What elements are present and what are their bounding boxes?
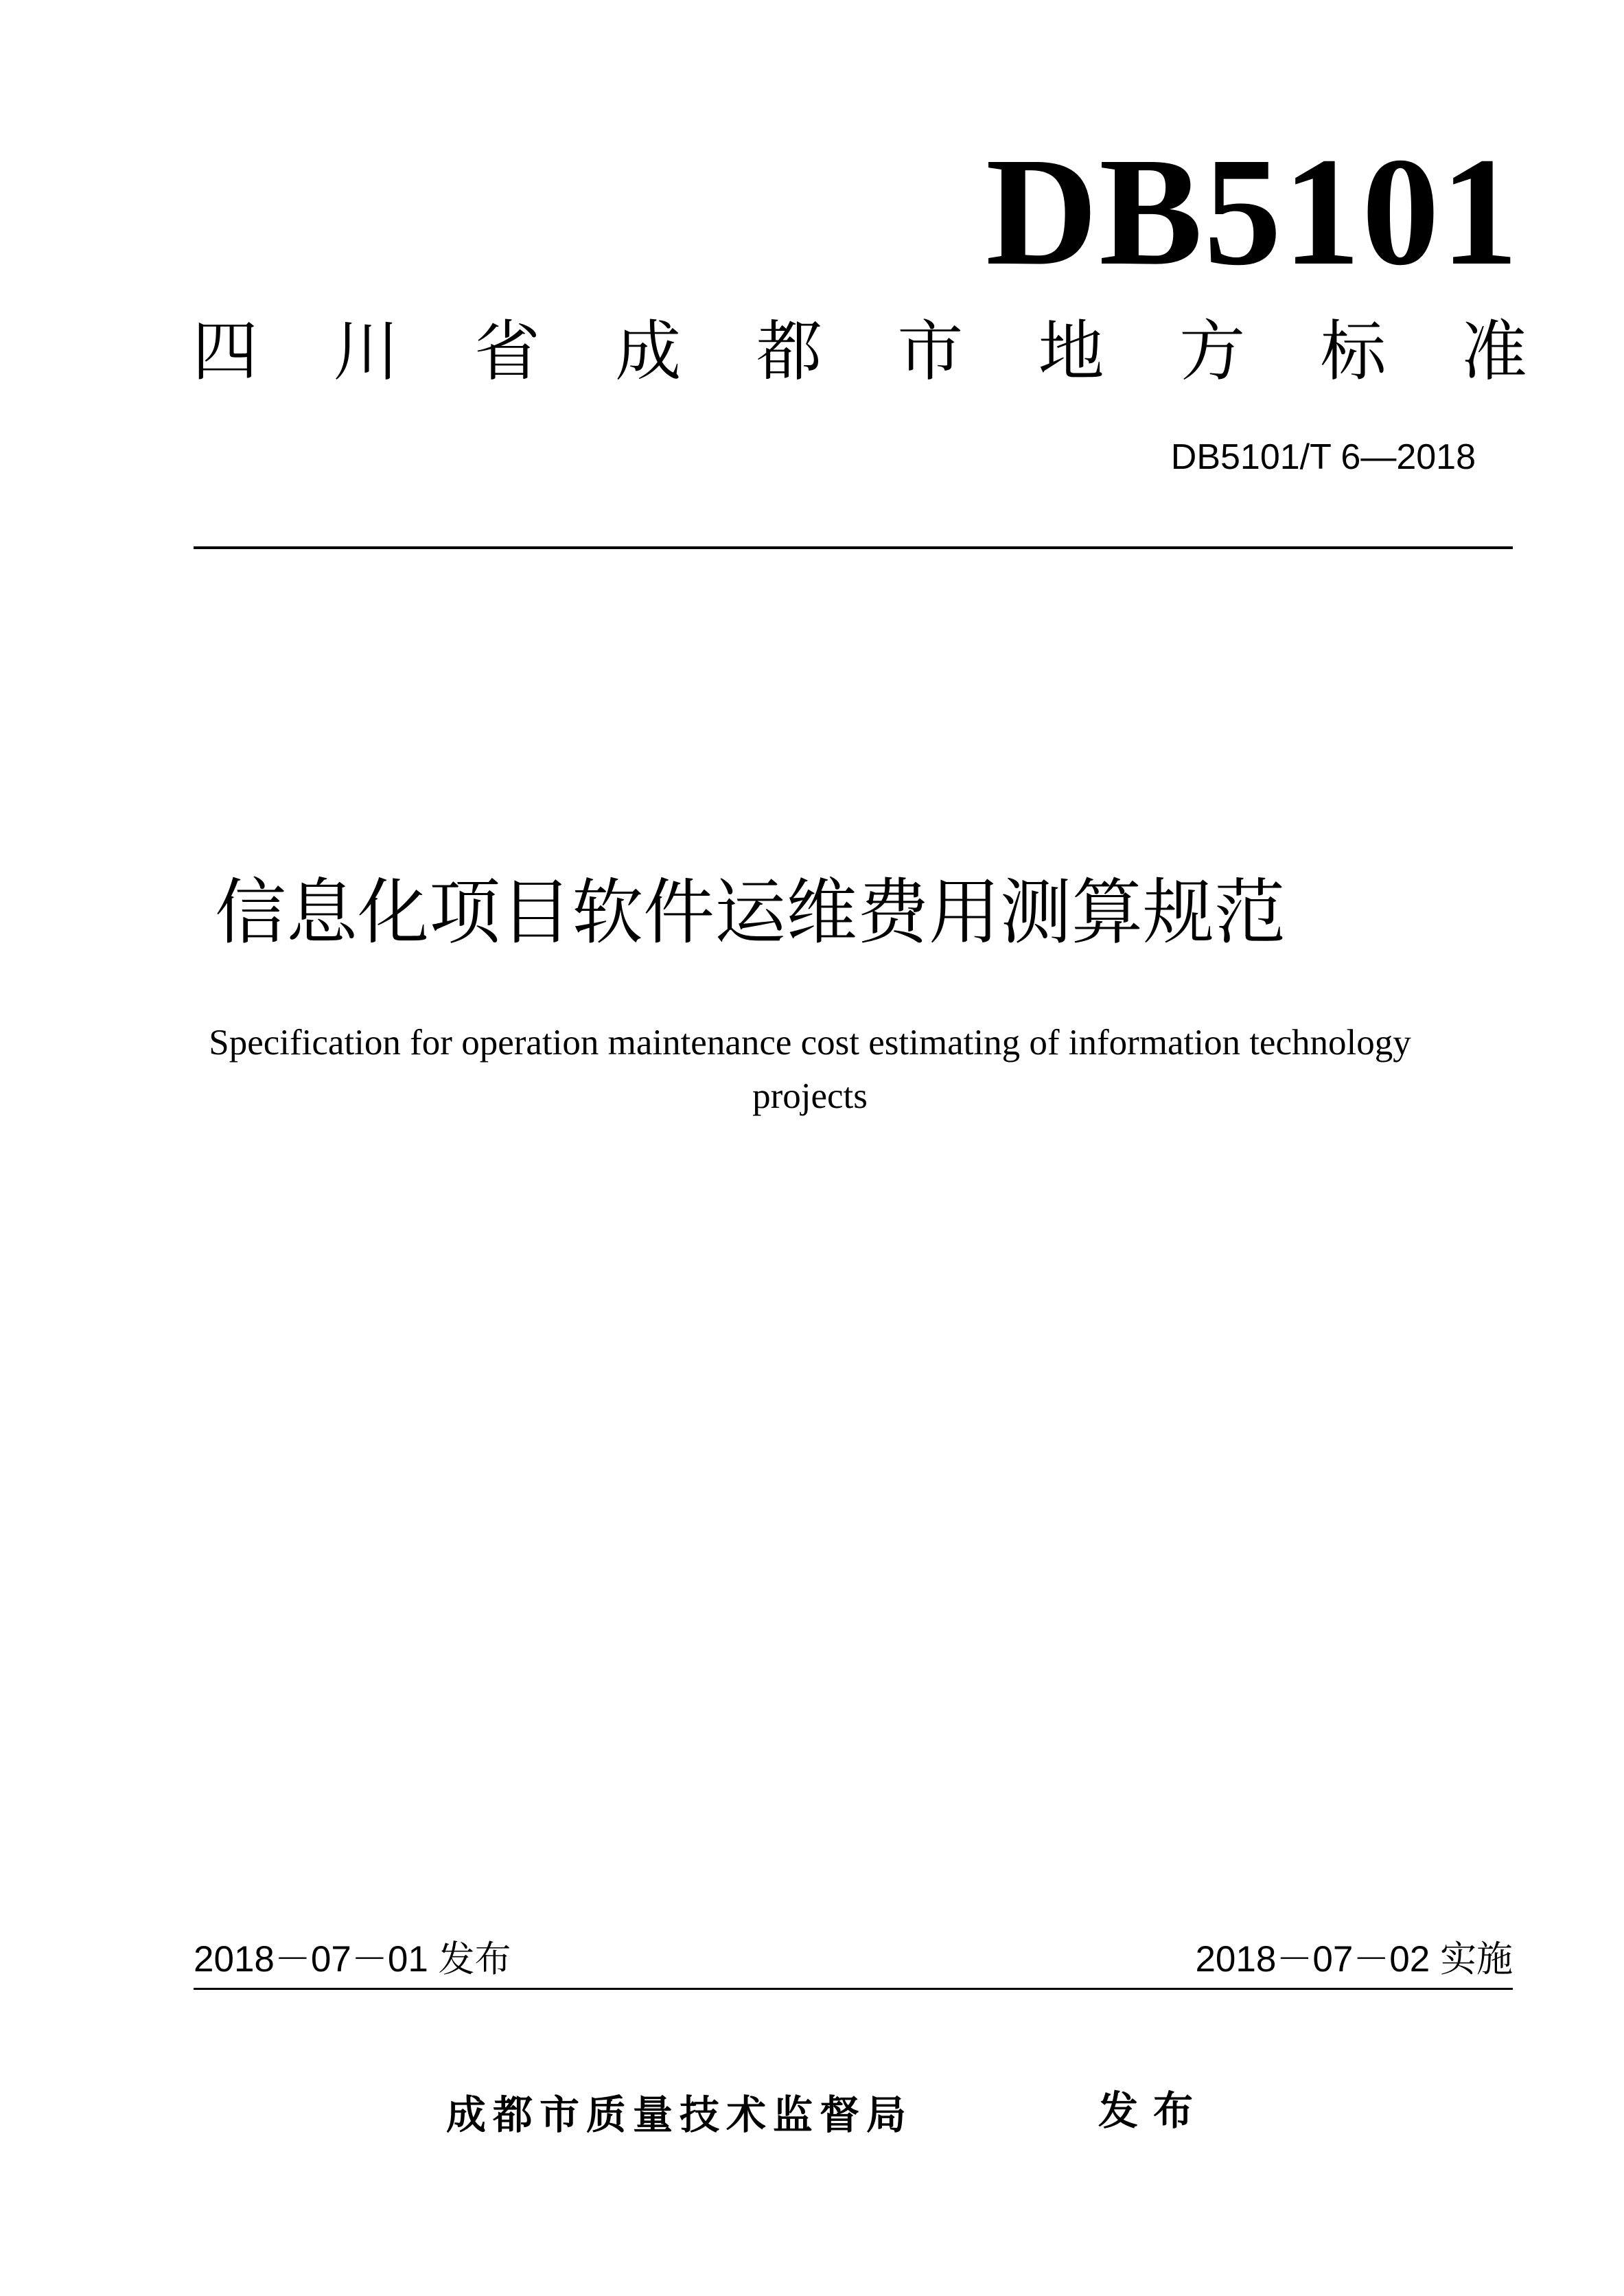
standard-number: DB5101/T 6—2018 <box>1170 437 1476 477</box>
top-divider <box>194 546 1513 549</box>
standard-code: DB5101 <box>986 126 1520 297</box>
standard-type-char: 四 <box>192 313 258 390</box>
standard-type-char: 都 <box>756 313 822 390</box>
implementation-date-label: 实施 <box>1440 1938 1513 1980</box>
title-english-line: projects <box>752 1076 868 1116</box>
standard-type-char: 标 <box>1320 313 1387 390</box>
standard-type-char: 成 <box>615 313 682 390</box>
standard-type-char: 省 <box>474 313 540 390</box>
issue-date-value: 2018－07－01 <box>194 1939 428 1980</box>
implementation-date <box>1195 1938 1513 1980</box>
issue-date-label: 发布 <box>438 1938 511 1980</box>
standard-type-char: 川 <box>333 313 399 390</box>
issuing-authority: 成都市质量技术监督局 <box>446 2091 914 2138</box>
standard-type-char: 准 <box>1461 313 1527 390</box>
bottom-divider <box>194 1988 1513 1990</box>
issued-label: 发布 <box>1098 2087 1209 2134</box>
issue-date <box>194 1938 511 1980</box>
implementation-date-value: 2018－07－02 <box>1195 1939 1430 1980</box>
standard-type-char: 地 <box>1038 313 1104 390</box>
standard-type-char: 方 <box>1179 313 1246 390</box>
title-english-line: Specification for operation maintenance cost estimating of information technology <box>209 1023 1411 1063</box>
standard-type-char: 市 <box>897 313 964 390</box>
title-chinese: 信息化项目软件运维费用测算规范 <box>214 870 1286 954</box>
standard-type <box>192 313 1527 390</box>
title-english <box>165 1016 1455 1123</box>
